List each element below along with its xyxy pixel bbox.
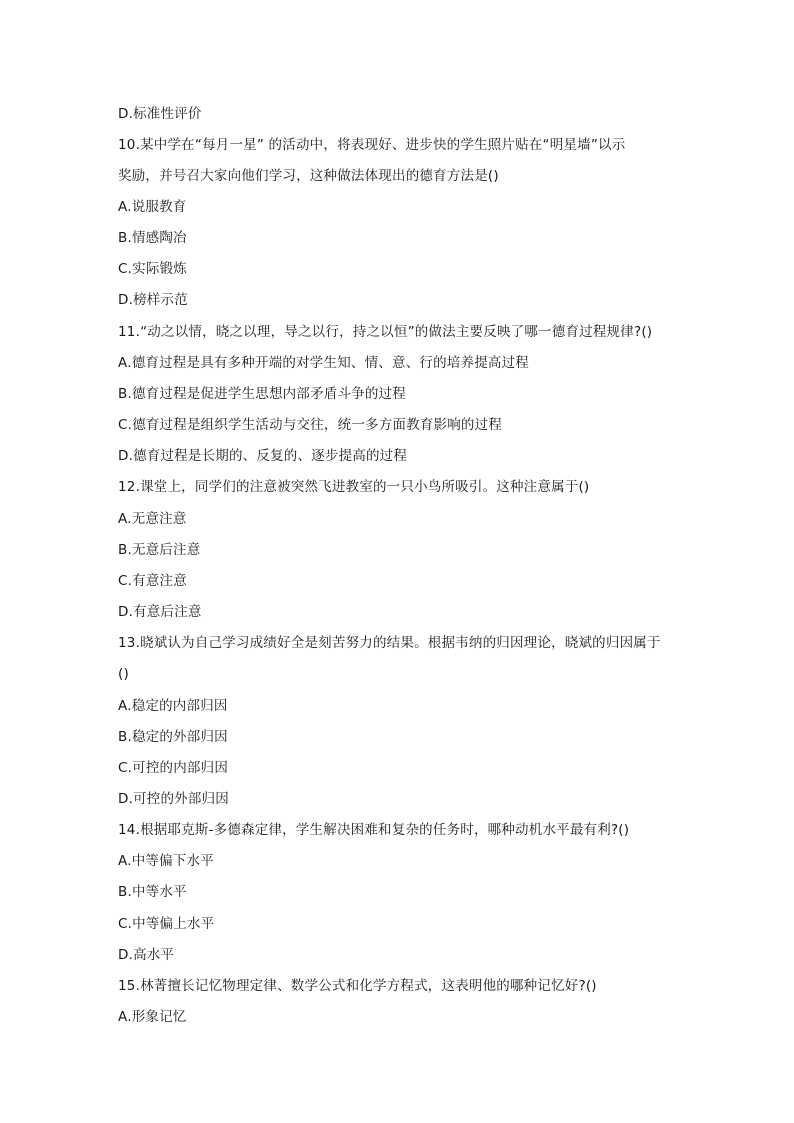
option-12d: D.有意后注意 <box>118 604 202 620</box>
option-12b: B.无意后注意 <box>118 542 201 558</box>
option-14c: C.中等偏上水平 <box>118 916 215 932</box>
option-10d: D.榜样示范 <box>118 292 188 308</box>
option-14b: B.中等水平 <box>118 884 187 900</box>
option-10c: C.实际锻炼 <box>118 261 187 277</box>
option-14d: D.高水平 <box>118 947 175 963</box>
option-13b: B.稳定的外部归因 <box>118 729 228 745</box>
question-10-stem-line-1: 10.某中学在“每月一星” 的活动中，将表现好、进步快的学生照片贴在“明星墙”以示 <box>118 137 626 153</box>
option-10a: A.说服教育 <box>118 199 187 215</box>
option-13d: D.可控的外部归因 <box>118 791 229 807</box>
question-10-stem-line-2: 奖励，并号召大家向他们学习，这种做法体现出的德育方法是() <box>118 168 499 184</box>
question-14-stem: 14.根据耶克斯-多德森定律，学生解决困难和复杂的任务时，哪种动机水平最有利?() <box>118 822 630 838</box>
question-13-stem-line-1: 13.晓斌认为自己学习成绩好全是刻苦努力的结果。根据韦纳的归因理论，晓斌的归因属于 <box>118 635 661 651</box>
option-10b: B.情感陶冶 <box>118 230 187 246</box>
option-11c: C.德育过程是组织学生活动与交往，统一多方面教育影响的过程 <box>118 417 503 433</box>
question-11-stem: 11.“动之以情，晓之以理，导之以行，持之以恒”的做法主要反映了哪一德育过程规律?() <box>118 324 653 340</box>
question-13-stem-line-2: () <box>118 666 129 682</box>
option-11d: D.德育过程是长期的、反复的、逐步提高的过程 <box>118 448 408 464</box>
question-12-stem: 12.课堂上，同学们的注意被突然飞进教室的一只小鸟所吸引。这种注意属于() <box>118 479 590 495</box>
option-13a: A.稳定的内部归因 <box>118 698 228 714</box>
option-11a: A.德育过程是具有多种开端的对学生知、情、意、行的培养提高过程 <box>118 355 529 371</box>
option-12c: C.有意注意 <box>118 573 187 589</box>
option-14a: A.中等偏下水平 <box>118 853 214 869</box>
question-15-stem: 15.林菁擅长记忆物理定律、数学公式和化学方程式，这表明他的哪种记忆好?() <box>118 978 597 994</box>
option-11b: B.德育过程是促进学生思想内部矛盾斗争的过程 <box>118 386 406 402</box>
option-15a: A.形象记忆 <box>118 1009 187 1025</box>
option-9d: D.标准性评价 <box>118 106 202 122</box>
option-12a: A.无意注意 <box>118 511 187 527</box>
option-13c: C.可控的内部归因 <box>118 760 229 776</box>
